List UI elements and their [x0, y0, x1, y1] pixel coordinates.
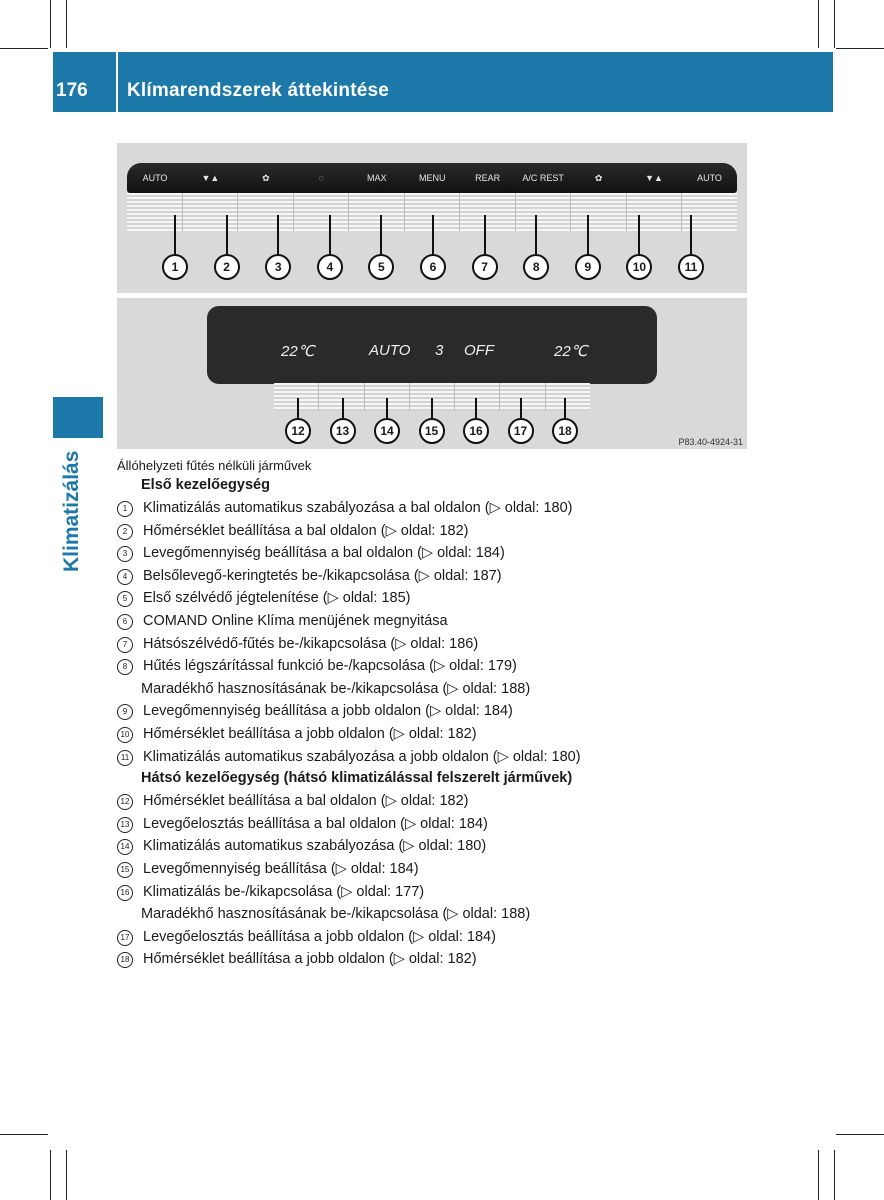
rear-list-item — [117, 813, 757, 836]
page-number: 176 — [56, 80, 88, 101]
front-callout-3: 3 — [265, 254, 291, 280]
crop-mark — [834, 1150, 835, 1200]
front-callout-10: 10 — [626, 254, 652, 280]
front-key-label: MAX — [367, 173, 387, 183]
front-list-item — [117, 565, 757, 588]
front-callout-9: 9 — [575, 254, 601, 280]
front-key-label: REAR — [475, 173, 501, 183]
front-heading: Első kezelőegység — [141, 477, 270, 493]
rear-callout-16: 16 — [463, 418, 489, 444]
crop-mark — [0, 1134, 48, 1135]
front-key — [183, 193, 239, 231]
item-text: Első szélvédő jégtelenítése (▷ oldal: 185) — [143, 590, 411, 607]
item-number: 4 — [117, 569, 133, 585]
front-callout-2: 2 — [214, 254, 240, 280]
item-text: Hűtés légszárítással funkció be-/kapcsolása (▷ oldal: 179) — [143, 658, 517, 675]
rear-list-item — [117, 858, 757, 881]
rear-control-panel-figure — [117, 298, 747, 449]
item-number: 6 — [117, 614, 133, 630]
side-label: Klimatizálás — [60, 450, 83, 572]
front-key-label: ✿ — [262, 173, 270, 183]
rear-leader-line — [297, 398, 299, 418]
front-list-item — [117, 655, 757, 678]
item-text: Hátsószélvédő-fűtés be-/kikapcsolása (▷ oldal: 186) — [143, 635, 479, 652]
front-key-label: ▼▲ — [645, 173, 663, 183]
front-callout-1: 1 — [162, 254, 188, 280]
front-list-item — [117, 700, 757, 723]
page-title: Klímarendszerek áttekintése — [127, 80, 390, 101]
rear-temp-left: 22℃ — [281, 343, 315, 360]
front-list-item — [117, 587, 757, 610]
front-leader-line — [638, 215, 640, 254]
rear-key — [546, 383, 590, 411]
item-text: Levegőelosztás beállítása a jobb oldalon (▷ oldal: 184) — [143, 928, 496, 945]
rear-off-text: OFF — [464, 342, 494, 359]
item-text: Klimatizálás automatikus szabályozása a jobb oldalon (▷ oldal: 180) — [143, 748, 581, 765]
crop-mark — [50, 0, 51, 48]
rear-key — [500, 383, 545, 411]
item-number: 18 — [117, 952, 133, 968]
rear-leader-line — [520, 398, 522, 418]
front-leader-line — [690, 215, 692, 254]
front-key — [294, 193, 350, 231]
front-callout-11: 11 — [678, 254, 704, 280]
rear-list — [117, 790, 757, 971]
crop-mark — [66, 0, 67, 48]
item-text: Hőmérséklet beállítása a jobb oldalon (▷ oldal: 182) — [143, 951, 477, 968]
front-list-item — [117, 723, 757, 746]
item-number: 1 — [117, 501, 133, 517]
front-key — [460, 193, 516, 231]
rear-leader-line — [475, 398, 477, 418]
figure-reference: P83.40-4924-31 — [678, 437, 743, 447]
crop-mark — [0, 48, 48, 49]
item-number: 13 — [117, 817, 133, 833]
item-number: 10 — [117, 727, 133, 743]
item-number: 14 — [117, 839, 133, 855]
front-list-item — [117, 678, 757, 701]
rear-list-item — [117, 790, 757, 813]
item-text: Hőmérséklet beállítása a jobb oldalon (▷ oldal: 182) — [143, 725, 477, 742]
rear-leader-line — [431, 398, 433, 418]
rear-leader-line — [564, 398, 566, 418]
item-text: Levegőmennyiség beállítása a bal oldalon (▷ oldal: 184) — [143, 545, 505, 562]
rear-auto-text: AUTO — [369, 342, 411, 359]
item-text: Belsőlevegő-keringtetés be-/kikapcsolása (▷ oldal: 187) — [143, 567, 502, 584]
front-callout-5: 5 — [368, 254, 394, 280]
front-key — [516, 193, 572, 231]
crop-mark — [50, 1150, 51, 1200]
rear-heading: Hátsó kezelőegység (hátsó klimatizálással felszerelt járművek) — [141, 770, 573, 787]
item-number: 3 — [117, 546, 133, 562]
front-key-label: ✿ — [594, 173, 603, 183]
item-text: Hőmérséklet beállítása a bal oldalon (▷ oldal: 182) — [143, 522, 469, 539]
front-callout-6: 6 — [420, 254, 446, 280]
item-text: Levegőelosztás beállítása a bal oldalon (▷ oldal: 184) — [143, 815, 488, 832]
rear-leader-line — [386, 398, 388, 418]
rear-key — [455, 383, 500, 411]
front-list-item — [117, 633, 757, 656]
item-text: Klimatizálás automatikus szabályozása a bal oldalon (▷ oldal: 180) — [143, 500, 573, 516]
front-leader-line — [535, 215, 537, 254]
item-text: Levegőmennyiség beállítása (▷ oldal: 184) — [143, 860, 419, 877]
front-list-item — [117, 497, 757, 520]
rear-list-item — [117, 903, 757, 926]
front-key-label: ◌ — [318, 173, 325, 183]
front-leader-line — [587, 215, 589, 254]
front-callout-7: 7 — [472, 254, 498, 280]
item-text: Maradékhő hasznosításának be-/kikapcsolása (▷ oldal: 188) — [141, 906, 531, 923]
front-list-item — [117, 610, 757, 633]
rear-fan-text: 3 — [435, 342, 444, 359]
front-leader-line — [174, 215, 176, 254]
rear-list-item — [117, 948, 757, 971]
crop-mark — [818, 0, 819, 48]
rear-callout-14: 14 — [374, 418, 400, 444]
front-list — [117, 497, 757, 768]
crop-mark — [66, 1150, 67, 1200]
front-leader-line — [380, 215, 382, 254]
front-key-label: MENU — [419, 173, 446, 183]
item-text: Maradékhő hasznosításának be-/kikapcsolása (▷ oldal: 188) — [141, 680, 531, 697]
rear-list-item — [117, 835, 757, 858]
rear-callout-18: 18 — [552, 418, 578, 444]
rear-callout-12: 12 — [285, 418, 311, 444]
item-text: COMAND Online Klíma menüjének megnyitása — [143, 612, 448, 629]
crop-mark — [836, 48, 884, 49]
front-leader-line — [432, 215, 434, 254]
item-number: 9 — [117, 704, 133, 720]
front-key-label: AUTO — [142, 173, 168, 183]
item-number: 15 — [117, 862, 133, 878]
item-number: 8 — [117, 659, 133, 675]
front-key-label: A/C REST — [522, 173, 564, 183]
item-number: 7 — [117, 637, 133, 653]
front-key-label: ▼▲ — [201, 173, 220, 183]
front-callout-8: 8 — [523, 254, 549, 280]
front-leader-line — [484, 215, 486, 254]
crop-mark — [836, 1134, 884, 1135]
item-number: 12 — [117, 794, 133, 810]
item-number: 16 — [117, 885, 133, 901]
item-text: Klimatizálás automatikus szabályozása (▷ oldal: 180) — [143, 838, 487, 855]
rear-list-item — [117, 926, 757, 949]
front-leader-line — [226, 215, 228, 254]
rear-callout-17: 17 — [508, 418, 534, 444]
rear-leader-line — [342, 398, 344, 418]
crop-mark — [818, 1150, 819, 1200]
header-separator — [116, 52, 118, 112]
item-text: Hőmérséklet beállítása a bal oldalon (▷ oldal: 182) — [143, 793, 469, 810]
front-list-item — [117, 542, 757, 565]
content — [117, 458, 757, 971]
front-key — [571, 193, 627, 231]
front-key — [627, 193, 683, 231]
item-number: 5 — [117, 591, 133, 607]
rear-callout-13: 13 — [330, 418, 356, 444]
rear-callout-15: 15 — [419, 418, 445, 444]
front-control-panel-figure — [117, 143, 747, 293]
crop-mark — [834, 0, 835, 48]
front-key — [349, 193, 405, 231]
item-number: 2 — [117, 524, 133, 540]
item-text: Klimatizálás be-/kikapcsolása (▷ oldal: 177) — [143, 883, 425, 900]
subtitle: Állóhelyzeti fűtés nélküli járművek — [117, 458, 312, 473]
rear-temp-right: 22℃ — [554, 343, 588, 360]
front-key-label: AUTO — [697, 173, 722, 183]
item-text: Levegőmennyiség beállítása a jobb oldalon (▷ oldal: 184) — [143, 703, 513, 720]
front-list-item — [117, 520, 757, 543]
rear-list-item — [117, 881, 757, 904]
side-tab — [53, 397, 103, 438]
item-number: 11 — [117, 750, 133, 766]
front-key — [238, 193, 294, 231]
item-number: 17 — [117, 930, 133, 946]
front-leader-line — [277, 215, 279, 254]
rear-display — [207, 306, 657, 384]
front-callout-4: 4 — [317, 254, 343, 280]
front-leader-line — [329, 215, 331, 254]
front-list-item — [117, 746, 757, 769]
